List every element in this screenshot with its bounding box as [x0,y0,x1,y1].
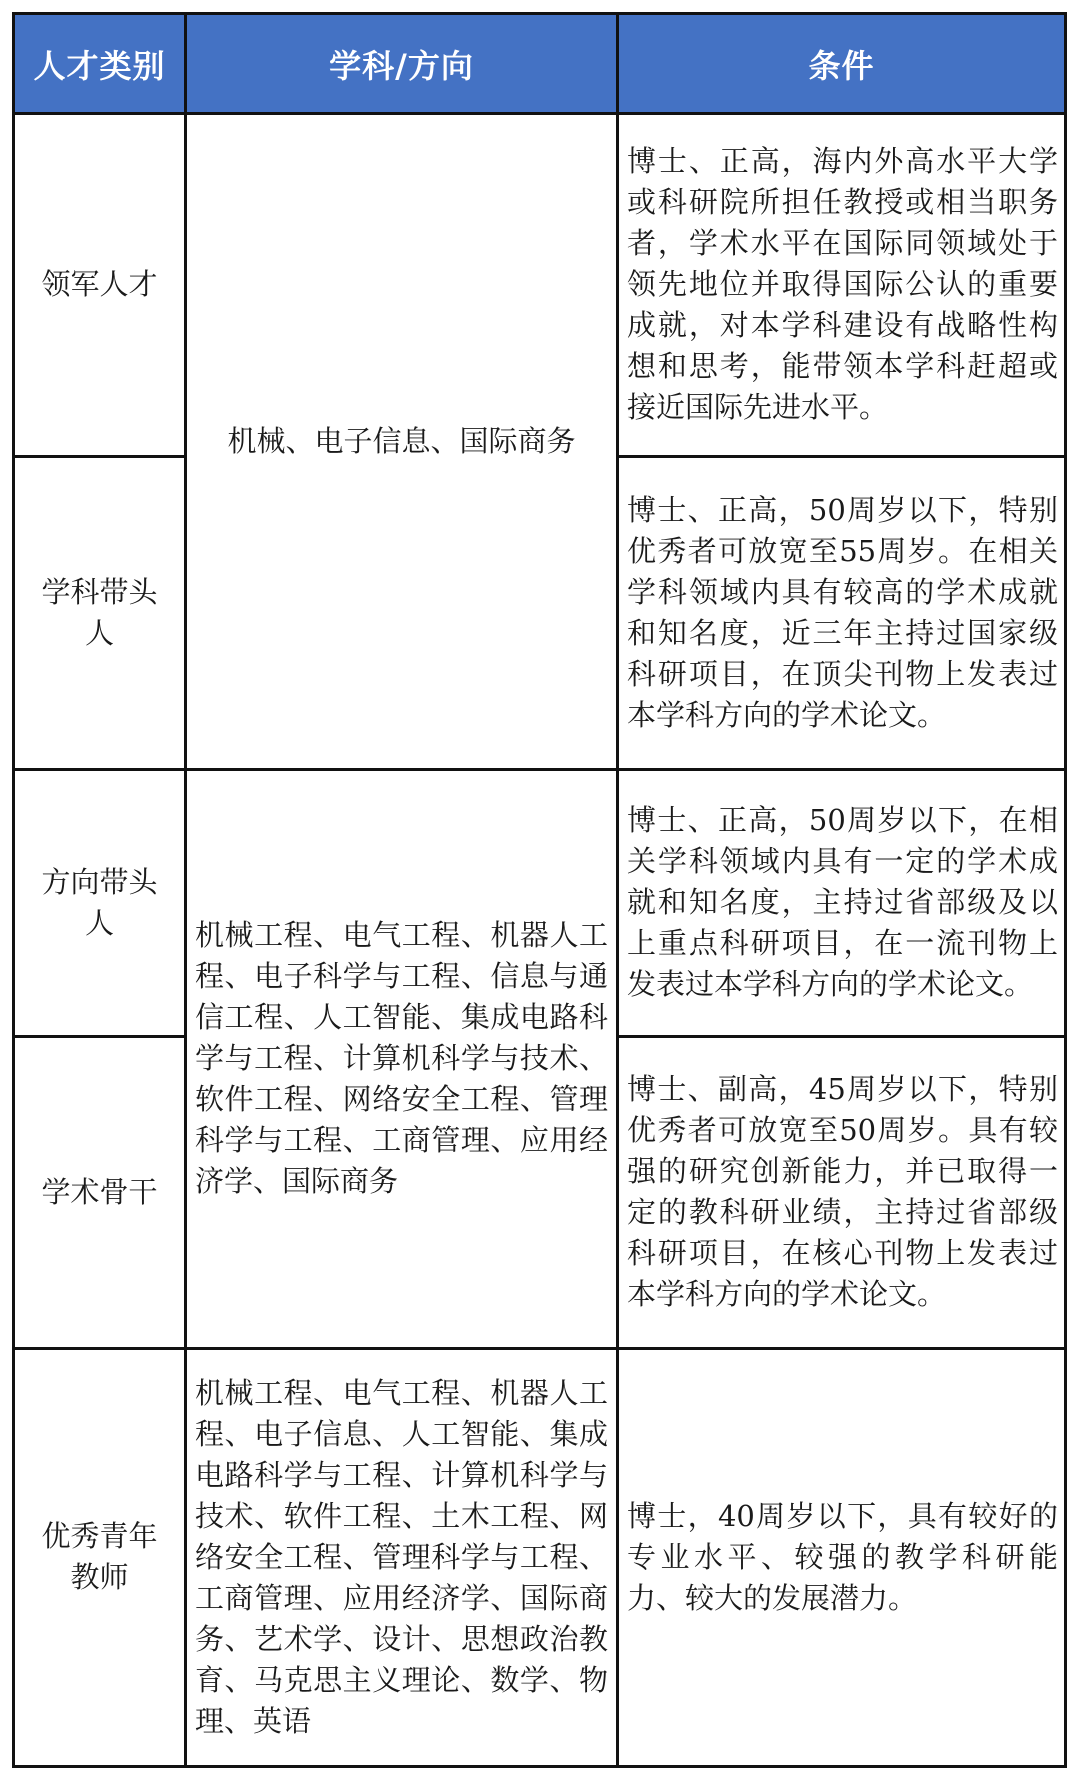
table-row-leading-talent [14,114,1066,457]
category-cell [14,456,186,769]
condition-cell: 博士、副高，45周岁以下，特别优秀者可放宽至50周岁。具有较强的研究创新能力，并已取得一定的教科研业绩，主持过省部级科研项目，在核心刊物上发表过本学科方向的学术论文。 [618,1037,1066,1348]
category-cell [14,1348,186,1766]
table-row-direction-leader [14,769,1066,1037]
category-cell [14,1037,186,1348]
talent-requirements-table-frame [12,12,1064,1768]
category-label: 优秀青年教师 [41,1519,158,1595]
condition-cell: 博士、正高，50周岁以下，在相关学科领域内具有一定的学术成就和知名度，主持过省部级及以上重点科研项目，在一流刊物上发表过本学科方向的学术论文。 [618,769,1066,1037]
header-condition: 条件 [618,14,1066,114]
table-body [14,114,1066,1767]
table-row-young-teacher [14,1348,1066,1766]
condition-cell: 博士、正高，海内外高水平大学或科研院所担任教授或相当职务者，学术水平在国际同领域处于领先地位并取得国际公认的重要成就，对本学科建设有战略性构想和思考，能带领本学科赶超或接近国际先进水平。 [618,114,1066,457]
header-category: 人才类别 [14,14,186,114]
header-subject: 学科/方向 [186,14,618,114]
category-cell [14,769,186,1037]
category-label: 方向带头人 [41,864,158,940]
condition-cell: 博士，40周岁以下，具有较好的专业水平、较强的教学科研能力、较大的发展潜力。 [618,1348,1066,1766]
talent-requirements-table [12,12,1067,1768]
subject-cell-group-3: 机械工程、电气工程、机器人工程、电子信息、人工智能、集成电路科学与工程、计算机科学与技术、软件工程、土木工程、网络安全工程、管理科学与工程、工商管理、应用经济学、国际商务、艺术学、设计、思想政治教育、马克思主义理论、数学、物理、英语 [186,1348,618,1766]
subject-cell-group-1: 机械、电子信息、国际商务 [186,114,618,770]
category-label: 学科带头人 [41,574,158,650]
category-label: 学术骨干 [41,1174,158,1209]
condition-cell: 博士、正高，50周岁以下，特别优秀者可放宽至55周岁。在相关学科领域内具有较高的学术成就和知名度，近三年主持过国家级科研项目，在顶尖刊物上发表过本学科方向的学术论文。 [618,456,1066,769]
header-row [14,14,1066,114]
subject-cell-group-2: 机械工程、电气工程、机器人工程、电子科学与工程、信息与通信工程、人工智能、集成电路科学与工程、计算机科学与技术、软件工程、网络安全工程、管理科学与工程、工商管理、应用经济学、国际商务 [186,769,618,1348]
category-label: 领军人才 [41,267,158,302]
category-cell [14,114,186,457]
table-header [14,14,1066,114]
